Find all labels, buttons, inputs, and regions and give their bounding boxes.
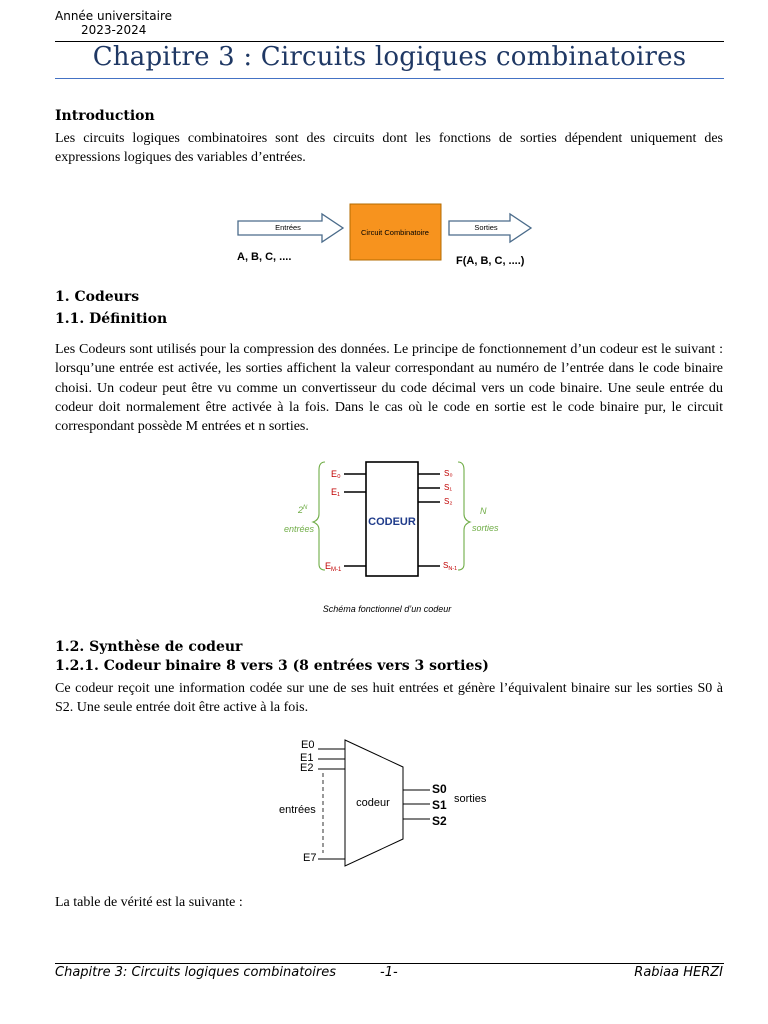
inputs-word-label: entrées [284, 524, 315, 534]
output-label-s2: S₂ [444, 497, 453, 506]
outputs-word-label: sorties [472, 523, 499, 533]
output-label-s1: S1 [432, 798, 447, 812]
inputs-arrow-label: Entrées [275, 223, 301, 232]
encoder-block-label: CODEUR [368, 516, 416, 528]
output-count-label: N [480, 506, 487, 516]
outputs-word-label: sorties [454, 793, 487, 805]
outputs-brace [458, 462, 470, 570]
output-label-s0: S0 [432, 782, 447, 796]
intro-heading: Introduction [55, 108, 155, 124]
page-title: Chapitre 3 : Circuits logiques combinatoires [92, 42, 687, 72]
combinational-circuit-figure [230, 198, 550, 272]
input-label-e2: E2 [300, 762, 314, 774]
encoder-8to3-diagram [270, 733, 510, 873]
footer-rule [55, 963, 724, 964]
encoder-8to3-paragraph: Ce codeur reçoit une information codée sur une de ses huit entrées et génère l’équivalent binaire sur les sorties S0 à S2. Une seule entrée doit être active à la fois. [55, 681, 723, 716]
section-heading-codeurs: 1. Codeurs [55, 289, 140, 305]
encoder-trapezoid-label: codeur [356, 797, 390, 809]
figure-caption: Schéma fonctionnel d’un codeur [322, 604, 452, 614]
subsection-heading-definition: 1.1. Définition [55, 311, 168, 327]
academic-year-value: 2023-2024 [81, 23, 147, 37]
inputs-word-label: entrées [279, 804, 316, 816]
truth-table-intro: La table de vérité est la suivante : [55, 895, 243, 910]
output-label-s0: S₀ [444, 469, 453, 478]
definition-paragraph: Les Codeurs sont utilisés pour la compression des données. Le principe de fonctionnement d’un codeur est le suivant : lorsqu’une entrée est activée, les sorties affichent la valeur correspondant au numéro de l’entrée dans le code binaire choisi. Un codeur peut être vu comme un convertisseur du code décimal vers un code binaire. Une seule entrée du codeur doit normalement être activée à la fois. Dans le cas où le code en sortie est le code binaire pur, le circuit correspondant possède M entrées et n sorties. [55, 342, 723, 435]
input-label-em1: $E_{M-1}$ [325, 561, 342, 573]
output-label-s2: S2 [432, 814, 447, 828]
encoder-functional-diagram [272, 452, 512, 622]
subsection-heading-synthese: 1.2. Synthèse de codeur [55, 639, 243, 655]
subsubsection-heading-8to3: 1.2.1. Codeur binaire 8 vers 3 (8 entrées vers 3 sorties) [55, 658, 489, 674]
outputs-arrow-label: Sorties [474, 223, 498, 232]
intro-paragraph: Les circuits logiques combinatoires sont des circuits dont les fonctions de sorties dépendent uniquement des expressions logiques des variables d’entrées. [55, 131, 723, 166]
input-label-e1: E1 [300, 752, 314, 764]
input-label-e1: E₁ [331, 487, 341, 497]
circuit-box-label: Circuit Combinatoire [361, 228, 429, 237]
output-label-sn1: $S_{N-1}$ [443, 561, 458, 572]
inputs-brace [313, 462, 325, 570]
footer-chapter: Chapitre 3: Circuits logiques combinatoires [55, 965, 336, 980]
academic-year-label: Année universitaire [55, 9, 172, 23]
input-label-e0: E0 [301, 739, 315, 751]
outputs-function: F(A, B, C, ....) [456, 255, 525, 267]
output-label-s1: S₁ [444, 483, 453, 492]
title-underline [55, 78, 724, 79]
inputs-variables: A, B, C, .... [237, 251, 292, 263]
input-label-e7: E7 [303, 852, 317, 864]
footer-page-number: -1- [380, 965, 398, 980]
input-count-label: $2^N$ [298, 505, 308, 515]
input-label-e0: E₀ [331, 469, 341, 479]
footer-author: Rabiaa HERZI [634, 965, 723, 980]
